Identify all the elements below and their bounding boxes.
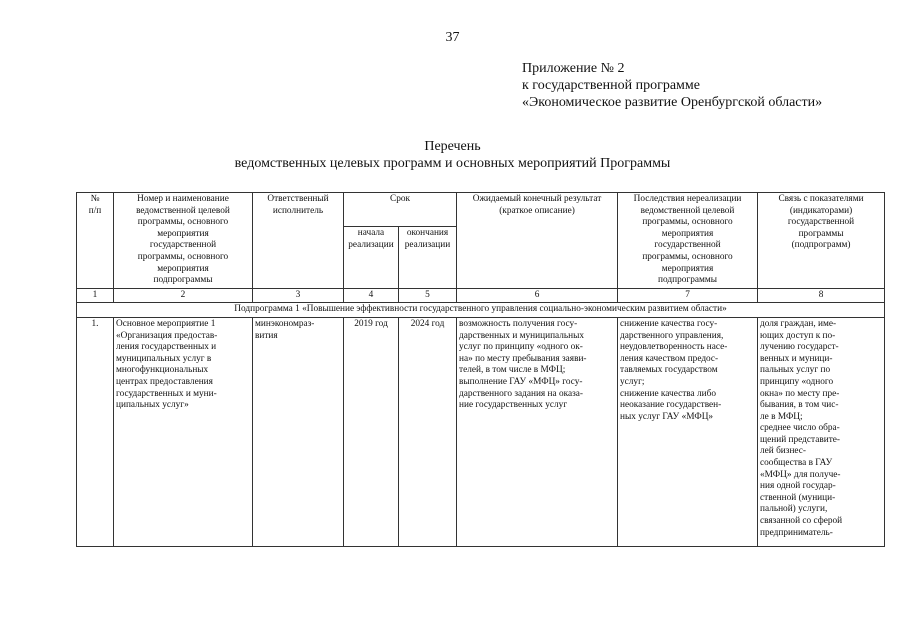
header-executor: Ответственный исполнитель (253, 193, 344, 289)
header-consequences: Последствия нереализации ведомственной целевой программы, основного мероприятия государственной программы, основного мероприятия подпрограммы (618, 193, 758, 289)
row-consequences: снижение качества госу- дарственного управления, неудовлетворенность насе- ления качеством предос- тавляемых государством услуг; снижение качества либо неоказание государствен- ных услуг ГАУ «МФЦ» (618, 317, 758, 546)
column-number: 5 (399, 288, 457, 303)
column-number: 8 (758, 288, 885, 303)
table-row (77, 317, 885, 546)
header-term-end: окончания реализации (399, 227, 457, 289)
page-number: 37 (445, 30, 460, 45)
column-number: 4 (344, 288, 399, 303)
row-end: 2024 год (399, 317, 457, 546)
column-number: 2 (114, 288, 253, 303)
appendix-line-2: к государственной программе (522, 78, 700, 93)
header-name: Номер и наименование ведомственной целевой программы, основного мероприятия государственной программы, основного мероприятия подпрограммы (114, 193, 253, 289)
column-number: 1 (77, 288, 114, 303)
title-line-2: ведомственных целевых программ и основных мероприятий Программы (234, 156, 671, 171)
header-term: Срок (344, 193, 457, 227)
appendix-line-3: «Экономическое развитие Оренбургской области» (522, 95, 823, 110)
row-num: 1. (77, 317, 114, 546)
header-row (77, 193, 885, 227)
row-start: 2019 год (344, 317, 399, 546)
header-result: Ожидаемый конечный результат (краткое описание) (457, 193, 618, 289)
row-executor: минэкономраз- вития (253, 317, 344, 546)
column-numbers-row (77, 288, 885, 303)
column-number: 7 (618, 288, 758, 303)
title-line-1: Перечень (424, 139, 481, 154)
subprogram-title: Подпрограмма 1 «Повышение эффективности государственного управления социально-экономическим развитием области» (77, 303, 885, 318)
row-link: доля граждан, име- ющих доступ к по- лучению государст- венных и муници- пальных услуг по принципу «одного окна» по месту пре- бывания, в том чис- ле в МФЦ; среднее число обра- щений представите- лей бизнес- сообщества в ГАУ «МФЦ» для получе- ния одной государ- ственной (муници- пальной) услуги, связанной со сферой предприниматель- (758, 317, 885, 546)
subprogram-row (77, 303, 885, 318)
row-result: возможность получения госу- дарственных и муниципальных услуг по принципу «одного ок- на» по месту пребывания заяви- телей, в том числе в МФЦ; выполнение ГАУ «МФЦ» госу- дарственного задания на оказа- ние государственных услуг (457, 317, 618, 546)
appendix-line-1: Приложение № 2 (522, 61, 625, 76)
header-num: № п/п (77, 193, 114, 289)
row-name: Основное мероприятие 1 «Организация предостав- ления государственных и муниципальных услуг в многофункциональных центрах предоставления государственных и муни- ципальных услуг» (114, 317, 253, 546)
column-number: 6 (457, 288, 618, 303)
header-term-start: начала реализации (344, 227, 399, 289)
header-link: Связь с показателями (индикаторами) государственной программы (подпрограмм) (758, 193, 885, 289)
document-title (0, 138, 905, 172)
column-number: 3 (253, 288, 344, 303)
appendix-note (522, 60, 822, 111)
programs-table (76, 192, 885, 547)
